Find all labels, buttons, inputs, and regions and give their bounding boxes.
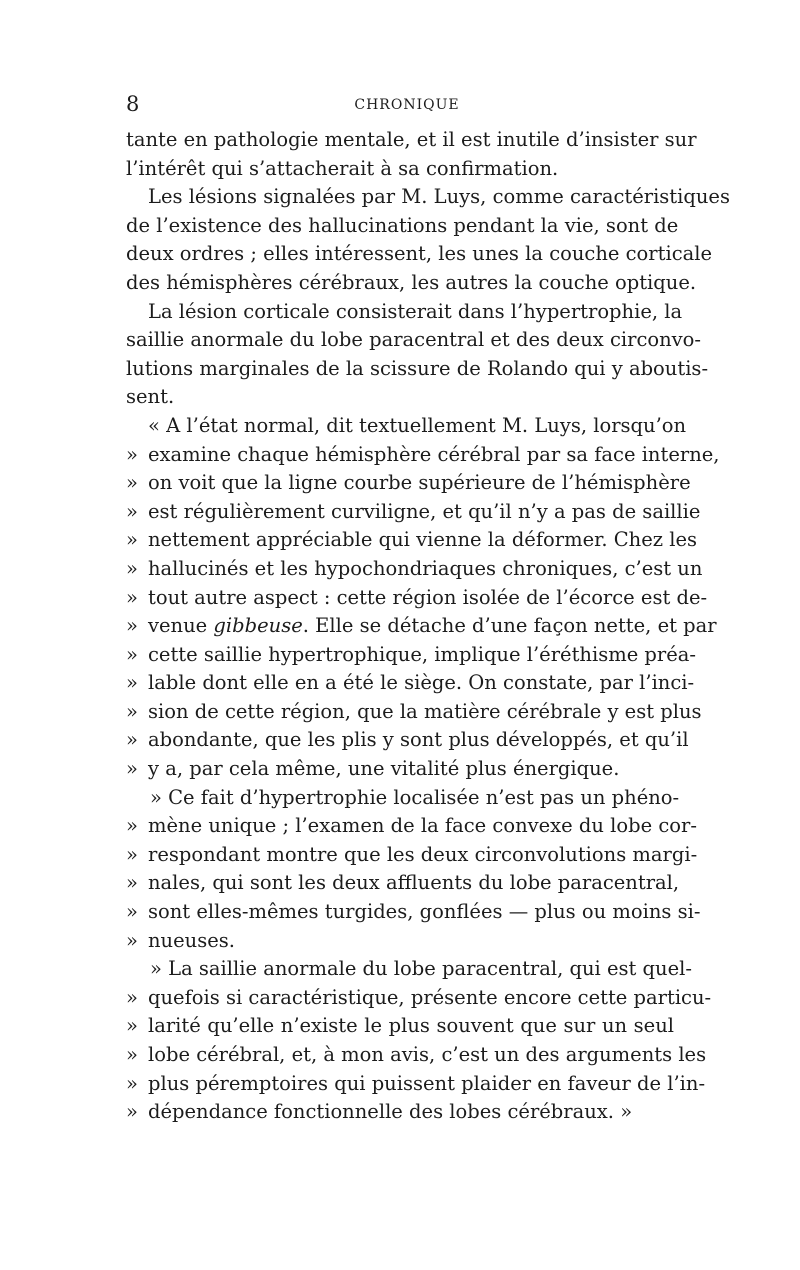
quote-mark: » — [126, 842, 138, 866]
quote-line: » hallucinés et les hypochondriaques chroniques, c’est un — [126, 555, 674, 584]
quote-mark: » — [126, 928, 138, 952]
text-line: La lésion corticale consisterait dans l’hypertrophie, la — [148, 299, 683, 323]
page-header — [126, 92, 674, 116]
quote-mark: » — [126, 614, 138, 638]
quote-line: » nettement appréciable qui vienne la déformer. Chez les — [126, 526, 674, 555]
quote-line: » nales, qui sont les deux affluents du lobe paracentral, — [126, 869, 674, 898]
quote-mark: » — [126, 871, 138, 895]
quote-mark: » — [126, 757, 138, 781]
quote-line: » examine chaque hémisphère cérébral par sa face interne, — [126, 441, 674, 470]
quote-line: » plus péremptoires qui puissent plaider en faveur de l’in- — [126, 1070, 674, 1099]
quote-line: » mène unique ; l’examen de la face convexe du lobe cor- — [126, 812, 674, 841]
quote-mark: » — [126, 900, 138, 924]
quote-mark: » — [126, 699, 138, 723]
quote-line: » tout autre aspect : cette région isolée de l’écorce est de- — [126, 584, 674, 613]
quote-line: » lable dont elle en a été le siège. On constate, par l’inci- — [126, 669, 674, 698]
quote-mark: » — [126, 556, 138, 580]
quote-line: » Ce fait d’hypertrophie localisée n’est pas un phéno- — [150, 785, 680, 809]
quote-line: » nueuses. — [126, 927, 674, 956]
quote-line: » est régulièrement curviligne, et qu’il n’y a pas de saillie — [126, 498, 674, 527]
quote-mark: » — [126, 728, 138, 752]
quote-line: » y a, par cela même, une vitalité plus énergique. — [126, 755, 674, 784]
quote-mark: » — [126, 814, 138, 838]
quote-line: » venue gibbeuse. Elle se détache d’une façon nette, et par — [126, 612, 674, 641]
body-text — [126, 126, 730, 1127]
quote-mark: » — [126, 671, 138, 695]
quote-mark: » — [126, 1043, 138, 1066]
text-line: Les lésions signalées par M. Luys, comme caractéristiques — [148, 185, 730, 209]
running-title: CHRONIQUE — [354, 97, 460, 113]
quote-mark: » — [126, 1071, 138, 1095]
text-line: de l’existence des hallucinations pendant la vie, sont de — [126, 213, 679, 237]
text-line: saillie anormale du lobe paracentral et des deux circonvo- — [126, 328, 702, 352]
quote-mark: » — [126, 985, 138, 1009]
text-line: sent. — [126, 385, 175, 409]
text-line: deux ordres ; elles intéressent, les unes la couche corticale — [126, 242, 713, 266]
quote-mark: » — [126, 1100, 138, 1124]
quote-mark: » — [126, 442, 138, 466]
quote-opening-line: « A l’état normal, dit textuellement M. Luys, lorsqu’on — [148, 413, 687, 437]
quote-mark: » — [126, 1014, 138, 1038]
text-line: tante en pathologie mentale, et il est inutile d’insister sur — [126, 128, 697, 151]
quote-line: » larité qu’elle n’existe le plus souvent que sur un seul — [126, 1012, 674, 1041]
text-line: lutions marginales de la scissure de Rolando qui y aboutis- — [126, 356, 709, 380]
quote-line: » sont elles-mêmes turgides, gonflées — plus ou moins si- — [126, 898, 674, 927]
quote-line: » respondant montre que les deux circonvolutions margi- — [126, 841, 674, 870]
quote-line: » quefois si caractéristique, présente encore cette particu- — [126, 984, 674, 1013]
quote-line: » on voit que la ligne courbe supérieure de l’hémisphère — [126, 469, 674, 498]
quote-mark: » — [126, 528, 138, 552]
quote-line: » lobe cérébral, et, à mon avis, c’est un des arguments les — [126, 1041, 674, 1070]
quote-mark: » — [126, 642, 138, 666]
quote-line: » dépendance fonctionnelle des lobes cérébraux. » — [126, 1098, 674, 1127]
quote-mark: » — [126, 499, 138, 523]
text-line: l’intérêt qui s’attacherait à sa confirmation. — [126, 156, 559, 180]
quote-line: » cette saillie hypertrophique, implique l’éréthisme préa- — [126, 641, 674, 670]
page-number: 8 — [126, 92, 140, 116]
quote-mark: » — [126, 585, 138, 609]
italic-word: gibbeuse — [213, 614, 303, 638]
quote-line: » La saillie anormale du lobe paracentral, qui est quel- — [150, 957, 692, 981]
quote-line: » abondante, que les plis y sont plus développés, et qu’il — [126, 726, 674, 755]
text-line: des hémisphères cérébraux, les autres la couche optique. — [126, 270, 697, 294]
quote-mark: » — [126, 471, 138, 495]
quote-line: » sion de cette région, que la matière cérébrale y est plus — [126, 698, 674, 727]
